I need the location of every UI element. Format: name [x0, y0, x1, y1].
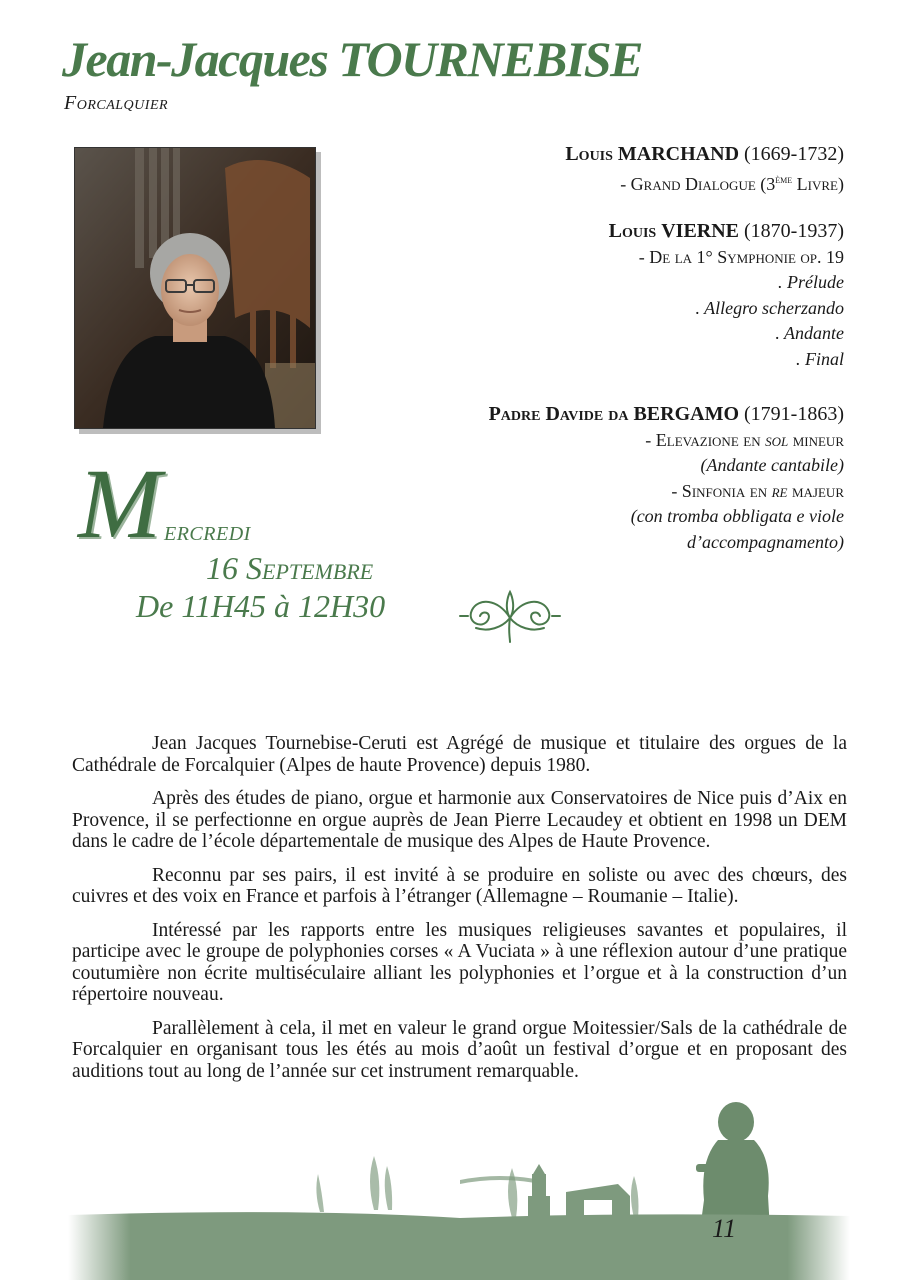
- composer-dates: (1870-1937): [744, 220, 844, 242]
- work-elevazione: - Elevazione en sol mineur: [645, 429, 844, 450]
- bio-paragraph: Reconnu par ses pairs, il est invité à se produire en soliste ou avec des chœurs, des cuivres et des voix en France et parfois à l’étranger (Allemagne – Roumanie – Italie).: [72, 864, 847, 907]
- composer-dates: (1791-1863): [744, 403, 844, 425]
- composer-marchand: [364, 142, 844, 168]
- flourish-ornament-icon: [458, 588, 562, 646]
- work-grand-dialogue: - Grand Dialogue (3ème Livre): [620, 173, 844, 194]
- bio-paragraph: Jean Jacques Tournebise-Ceruti est Agrégé de musique et titulaire des orgues de la Cathédrale de Forcalquier (Alpes de haute Provence) depuis 1980.: [72, 733, 847, 776]
- cypress-trees: [316, 1156, 638, 1218]
- composer-last-name: VIERNE: [661, 220, 740, 242]
- work-subtitle: (con tromba obbligata e viole d’accompagnamento): [630, 506, 844, 552]
- landscape-footer: [0, 1100, 906, 1280]
- event-date: 16 Septembre: [206, 550, 374, 586]
- statue-silhouette: [696, 1102, 770, 1230]
- bio-paragraph: Intéressé par les rapports entre les musiques religieuses savantes et populaires, il participe avec le groupe de polyphonies corses « A Vuciata » à une réflexion autour d’une pratique coutumière non écrite multiséculaire alliant les polyphonies et l’orgue et à la construction d’un répertoire nouveau.: [72, 919, 847, 1005]
- composer-dates: (1669-1732): [744, 143, 844, 165]
- portrait-photo: [74, 147, 316, 429]
- composer-last-name: MARCHAND: [617, 143, 740, 165]
- bio-paragraph: Après des études de piano, orgue et harmonie aux Conservatoires de Nice puis d’Aix en Provence, il se perfectionne en orgue auprès de Jean Pierre Lecaudey et obtient en 1998 un DEM dans le cadre de l’école départementale de musique des Alpes de Haute Provence.: [72, 788, 847, 852]
- movement: . Andante: [775, 323, 844, 343]
- event-day: ercredi: [164, 516, 251, 547]
- composer-last-name: BERGAMO: [633, 403, 740, 425]
- drop-cap: M: [78, 448, 162, 559]
- work-sinfonia: - Sinfonia en re majeur: [671, 480, 844, 501]
- biography: [72, 733, 847, 1094]
- composer-first-name: Louis: [608, 220, 657, 242]
- event-time: De 11H45 à 12H30: [136, 588, 386, 624]
- composer-first-name: Padre Davide da: [488, 403, 629, 425]
- movement: . Allegro scherzando: [695, 297, 844, 318]
- movement: . Prélude: [778, 272, 844, 292]
- composer-first-name: Louis: [565, 143, 613, 165]
- composer-bergamo: [364, 402, 844, 428]
- city-subtitle: Forcalquier: [64, 92, 169, 114]
- work-symphonie: - De la 1° Symphonie op. 19: [638, 246, 844, 267]
- movement: . Final: [796, 348, 844, 369]
- work-subtitle: (Andante cantabile): [700, 455, 844, 475]
- event-date-block: [78, 448, 478, 642]
- page-title: Jean-Jacques TOURNEBISE: [62, 31, 642, 87]
- village-silhouette: [460, 1164, 630, 1218]
- portrait-illustration: [75, 148, 315, 428]
- composer-vierne: [364, 219, 844, 245]
- page-number: 11: [712, 1214, 737, 1243]
- bio-paragraph: Parallèlement à cela, il met en valeur le grand orgue Moitessier/Sals de la cathédrale de Forcalquier en organisant tous les étés au mois d’août un festival d’orgue et en proposant des auditions tout au long de l’année sur cet instrument remarquable.: [72, 1017, 847, 1082]
